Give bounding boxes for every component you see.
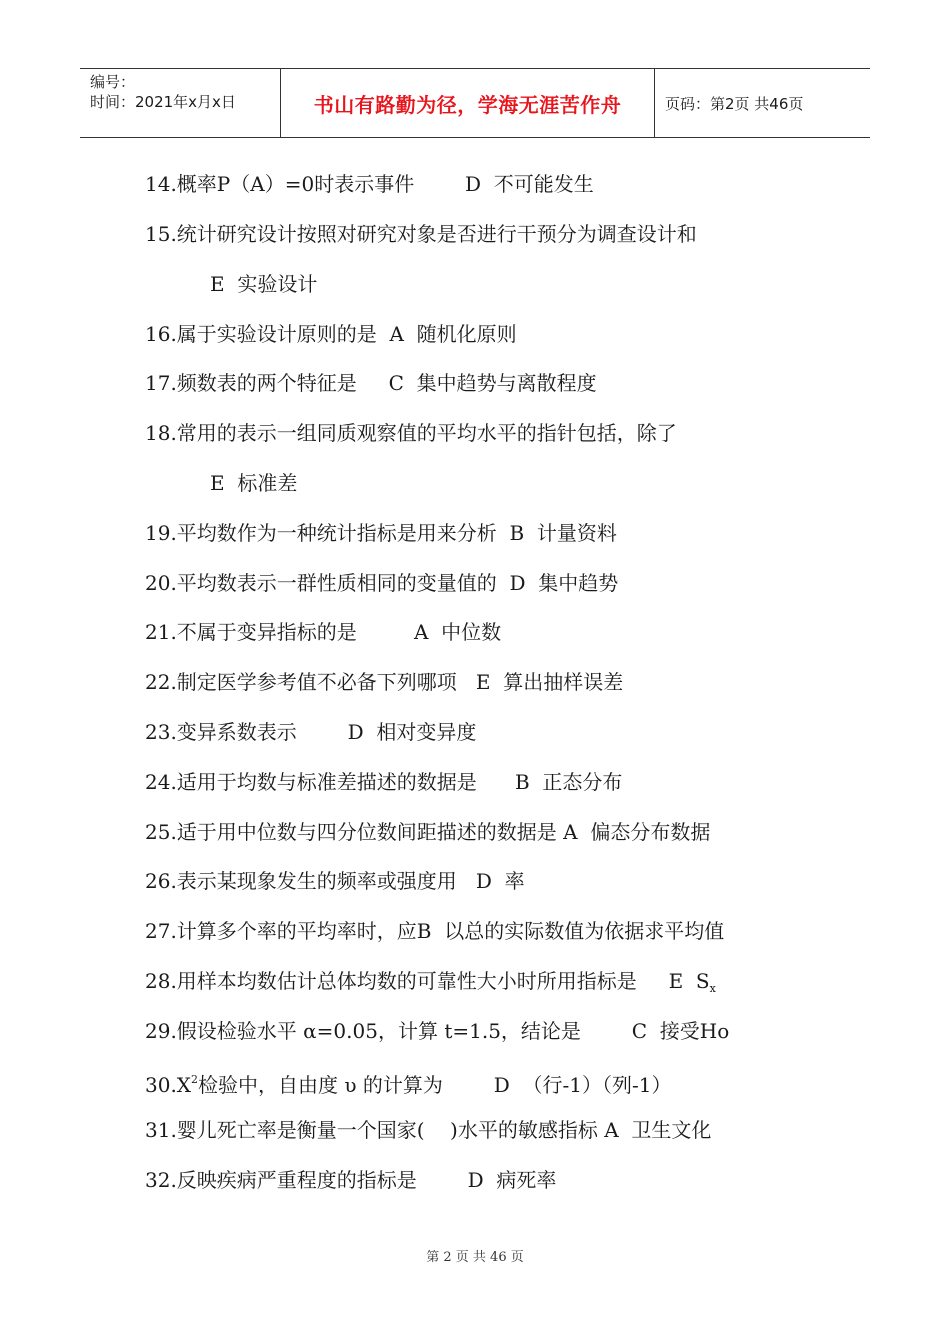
header-page-info: 页码：第2页 共46页 (665, 94, 804, 113)
page-footer: 第 2 页 共 46 页 (426, 1250, 524, 1265)
question-line-16: 16.属于实验设计原则的是 A 随机化原则 (145, 322, 517, 346)
answer-line-15: E 实验设计 (210, 272, 318, 296)
question-line-25: 25.适于用中位数与四分位数间距描述的数据是 A 偏态分布数据 (145, 820, 711, 844)
question-line-30-lead: 30.X (145, 1073, 192, 1097)
question-line-24: 24.适用于均数与标准差描述的数据是 B 正态分布 (145, 770, 623, 794)
question-line-29: 29.假设检验水平 α=0.05，计算 t=1.5，结论是 C 接受Ho (145, 1019, 730, 1043)
page-header (80, 68, 870, 138)
header-motto: 书山有路勤为径，学海无涯苦作舟 (281, 69, 655, 137)
question-line-19: 19.平均数作为一种统计指标是用来分析 B 计量资料 (145, 521, 617, 545)
document-number-label: 编号： (90, 73, 136, 91)
question-line-14: 14.概率P（A）=0时表示事件 D 不可能发生 (145, 172, 594, 196)
question-line-31: 31.婴儿死亡率是衡量一个国家( )水平的敏感指标 A 卫生文化 (145, 1118, 712, 1142)
question-line-32: 32.反映疾病严重程度的指标是 D 病死率 (145, 1168, 557, 1192)
question-line-21: 21.不属于变异指标的是 A 中位数 (145, 620, 502, 644)
question-line-28 (145, 969, 716, 1001)
question-line-20: 20.平均数表示一群性质相同的变量值的 D 集中趋势 (145, 571, 619, 595)
header-meta (80, 69, 281, 137)
question-line-17: 17.频数表的两个特征是 C 集中趋势与离散程度 (145, 371, 597, 395)
document-date: 时间：2021年x月x日 (90, 93, 236, 111)
question-line-23: 23.变异系数表示 D 相对变异度 (145, 720, 477, 744)
subscript-x: x (709, 982, 716, 995)
question-line-30 (145, 1068, 672, 1097)
question-line-15: 15.统计研究设计按照对研究对象是否进行干预分为调查设计和 (145, 222, 697, 246)
answer-line-18: E 标准差 (210, 471, 298, 495)
superscript-2: 2 (191, 1073, 199, 1086)
question-line-30-rest: 检验中，自由度 υ 的计算为 D （行-1）（列-1） (198, 1073, 672, 1097)
question-line-28-text: 28.用样本均数估计总体均数的可靠性大小时所用指标是 E S (145, 969, 710, 993)
question-line-22: 22.制定医学参考值不必备下列哪项 E 算出抽样误差 (145, 670, 624, 694)
question-line-26: 26.表示某现象发生的频率或强度用 D 率 (145, 869, 525, 893)
question-line-18: 18.常用的表示一组同质观察值的平均水平的指针包括，除了 (145, 421, 677, 445)
question-line-27: 27.计算多个率的平均率时，应B 以总的实际数值为依据求平均值 (145, 919, 725, 943)
